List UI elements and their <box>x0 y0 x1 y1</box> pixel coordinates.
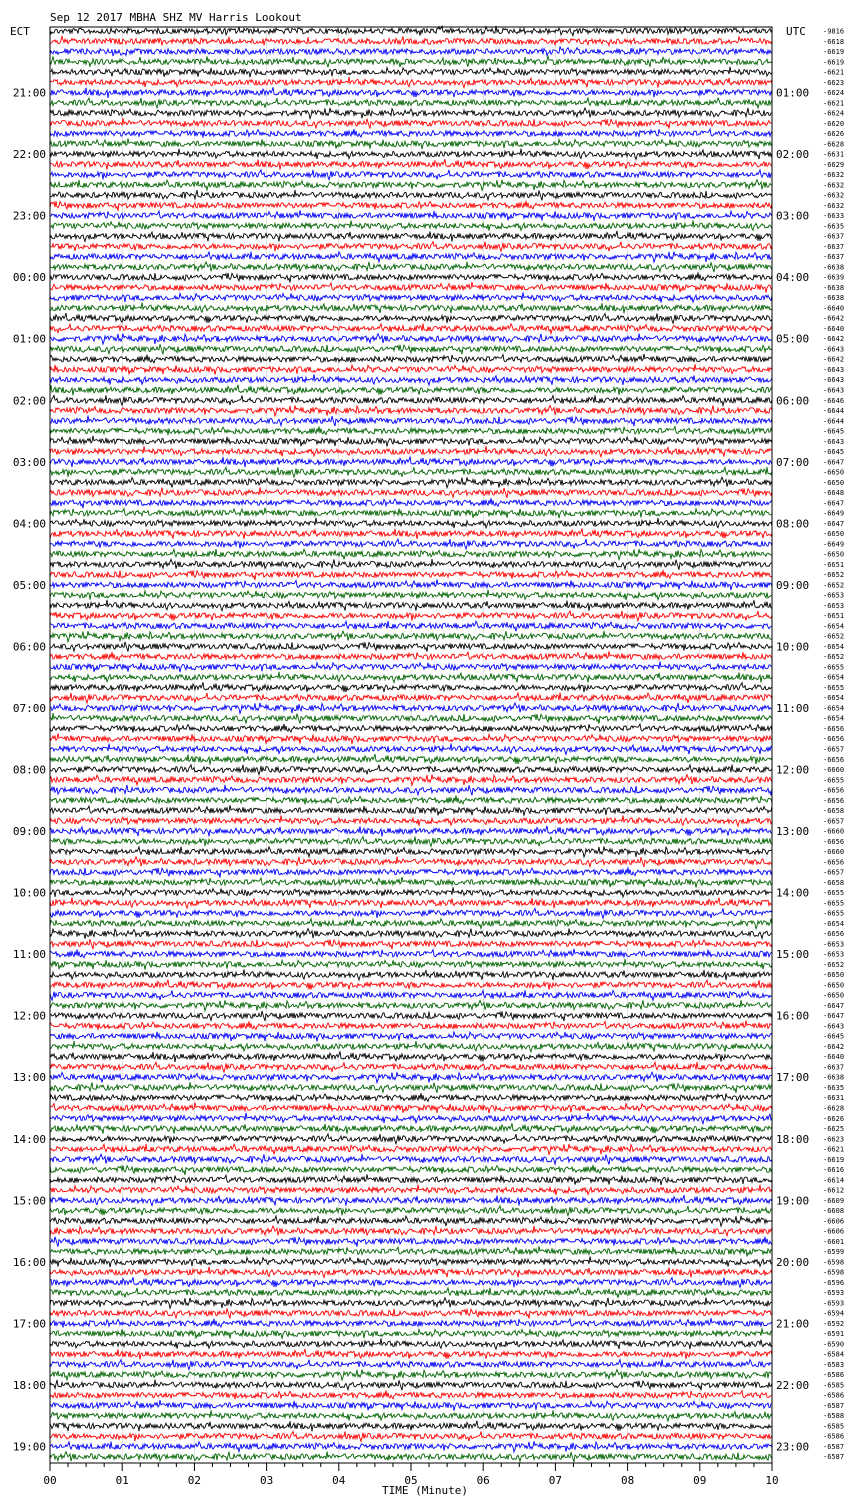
trace-offset-label: -6642 <box>823 335 845 344</box>
right-time-label: 06:00 <box>776 394 810 408</box>
trace-offset-label: -6632 <box>823 181 845 190</box>
trace-offset-label: -6628 <box>823 1104 845 1113</box>
trace-offset-label: -6586 <box>823 1432 845 1441</box>
trace-offset-label: -6643 <box>823 386 845 395</box>
x-tick-label: 03 <box>259 1474 274 1487</box>
left-time-label: 19:00 <box>12 1440 46 1454</box>
trace-offset-label: -6587 <box>823 1443 845 1451</box>
right-axis-label: UTC <box>786 25 806 38</box>
trace-offset-label: -6656 <box>823 786 845 795</box>
x-tick-label: 02 <box>187 1474 202 1487</box>
trace-offset-label: -6598 <box>823 1268 845 1277</box>
trace-offset-label: -6647 <box>823 519 845 528</box>
trace-offset-label: -6656 <box>823 837 845 846</box>
trace-offset-label: -6638 <box>823 263 845 272</box>
trace-offset-label: -6643 <box>823 345 845 354</box>
right-time-label: 05:00 <box>776 332 810 346</box>
trace-offset-label: -6654 <box>823 642 845 651</box>
trace-offset-label: -6598 <box>823 1258 845 1267</box>
trace-offset-label: -6628 <box>823 140 845 149</box>
left-time-label: 12:00 <box>12 1009 46 1023</box>
trace-offset-label: -6583 <box>823 1360 845 1369</box>
left-time-label: 21:00 <box>12 86 46 100</box>
left-time-label: 11:00 <box>12 948 46 962</box>
trace-offset-label: -6637 <box>823 232 845 241</box>
right-time-label: 22:00 <box>776 1378 810 1392</box>
trace-offset-label: -6644 <box>823 407 845 415</box>
trace-offset-label: -6647 <box>823 1001 845 1010</box>
trace-offset-label: -6585 <box>823 1422 845 1431</box>
x-tick-label: 10 <box>765 1474 779 1487</box>
right-time-label: 17:00 <box>776 1071 810 1085</box>
left-time-label: 15:00 <box>12 1194 46 1208</box>
trace-offset-label: -6620 <box>823 119 845 128</box>
trace-offset-label: -6642 <box>823 314 845 323</box>
trace-offset-label: -6624 <box>823 89 845 97</box>
left-time-label: 04:00 <box>12 517 46 531</box>
trace-offset-label: -6656 <box>823 930 845 939</box>
trace-offset-label: -6657 <box>823 868 845 877</box>
left-axis-label: ECT <box>10 25 30 38</box>
trace-offset-label: -6650 <box>823 478 845 487</box>
right-time-label: 18:00 <box>776 1132 810 1146</box>
x-tick-label: 05 <box>404 1474 418 1487</box>
trace-offset-label: -6650 <box>823 468 845 477</box>
right-time-label: 16:00 <box>776 1009 810 1023</box>
trace-offset-label: -6616 <box>823 1166 845 1174</box>
trace-offset-label: -6626 <box>823 130 845 139</box>
x-tick-label: 08 <box>620 1474 635 1487</box>
left-time-label: 07:00 <box>12 702 46 715</box>
trace-offset-label: -6643 <box>823 366 845 374</box>
trace-offset-label: -6648 <box>823 489 845 498</box>
left-time-label: 22:00 <box>12 148 46 162</box>
trace-offset-label: -6601 <box>823 1237 845 1246</box>
trace-offset-label: -6638 <box>823 294 845 303</box>
trace-offset-label: -6657 <box>823 745 845 754</box>
left-time-label: 00:00 <box>12 271 46 285</box>
trace-offset-label: -6635 <box>823 1084 845 1092</box>
trace-offset-label: -6591 <box>823 1330 845 1339</box>
trace-offset-label: -6653 <box>823 940 845 949</box>
trace-offset-label: -6650 <box>823 991 845 1000</box>
trace-offset-label: -6637 <box>823 242 845 251</box>
left-time-label: 01:00 <box>12 332 46 346</box>
trace-offset-label: -6632 <box>823 191 845 200</box>
trace-offset-label: -6593 <box>823 1299 845 1308</box>
trace-offset-label: -6596 <box>823 1278 845 1287</box>
trace-offset-label: -6643 <box>823 437 845 446</box>
right-time-label: 03:00 <box>776 209 810 223</box>
trace-offset-label: -6645 <box>823 448 845 456</box>
right-time-label: 13:00 <box>776 825 810 839</box>
trace-offset-label: -6608 <box>823 1207 845 1216</box>
trace-offset-label: -6633 <box>823 212 845 221</box>
x-tick-label: 07 <box>548 1474 563 1487</box>
right-time-label: 04:00 <box>776 271 810 285</box>
trace-offset-label: -6660 <box>823 766 845 774</box>
trace-offset-label: -6660 <box>823 848 845 857</box>
trace-offset-label: -6658 <box>823 807 845 815</box>
trace-offset-label: -6640 <box>823 325 845 333</box>
trace-offset-label: -6656 <box>823 858 845 867</box>
trace-offset-label: -6632 <box>823 201 845 210</box>
trace-offset-label: -6619 <box>823 1155 845 1164</box>
trace-offset-label: -6644 <box>823 417 845 426</box>
trace-offset-label: -9816 <box>823 27 845 36</box>
trace-offset-label: -6652 <box>823 632 845 641</box>
trace-offset-label: -6652 <box>823 960 845 969</box>
trace-offset-label: -6606 <box>823 1217 845 1226</box>
right-time-label: 08:00 <box>776 517 810 531</box>
trace-offset-label: -6655 <box>823 776 845 785</box>
left-time-label: 02:00 <box>12 394 46 408</box>
trace-offset-label: -6612 <box>823 1186 845 1195</box>
x-axis-label: TIME (Minute) <box>381 1484 469 1497</box>
right-time-label: 07:00 <box>776 455 810 469</box>
trace-offset-label: -6645 <box>823 1032 845 1041</box>
trace-offset-label: -6647 <box>823 1012 845 1021</box>
trace-offset-label: -6650 <box>823 981 845 990</box>
trace-offset-label: -6658 <box>823 878 845 887</box>
trace-offset-label: -6621 <box>823 68 845 77</box>
left-time-label: 16:00 <box>12 1255 46 1269</box>
trace-offset-label: -6652 <box>823 571 845 580</box>
trace-offset-label: -6649 <box>823 540 845 549</box>
trace-offset-label: -6631 <box>823 150 845 159</box>
trace-offset-label: -6586 <box>823 1371 845 1380</box>
right-time-label: 12:00 <box>776 763 810 777</box>
trace-offset-label: -6653 <box>823 591 845 600</box>
chart-title: Sep 12 2017 MBHA SHZ MV Harris Lookout <box>50 11 302 24</box>
trace-offset-label: -6614 <box>823 1176 845 1185</box>
right-time-label: 02:00 <box>776 148 810 162</box>
left-time-label: 03:00 <box>12 455 46 469</box>
trace-offset-label: -6593 <box>823 1289 845 1298</box>
trace-offset-label: -6650 <box>823 971 845 980</box>
trace-offset-label: -6654 <box>823 622 845 631</box>
left-time-labels <box>13 87 46 1454</box>
left-time-label: 18:00 <box>12 1378 46 1392</box>
right-time-labels <box>776 87 809 1454</box>
right-time-label: 09:00 <box>776 578 810 592</box>
left-time-label: 13:00 <box>12 1071 46 1085</box>
trace-offset-label: -6653 <box>823 950 845 959</box>
right-time-label: 01:00 <box>776 86 810 100</box>
trace-offset-label: -6588 <box>823 1412 845 1421</box>
trace-offset-label: -6592 <box>823 1319 845 1328</box>
left-time-label: 23:00 <box>12 209 46 223</box>
trace-offset-label: -6654 <box>823 704 845 713</box>
trace-offset-label: -6643 <box>823 376 845 385</box>
trace-offset-label: -6609 <box>823 1196 845 1205</box>
right-time-label: 19:00 <box>776 1194 810 1208</box>
trace-offset-label: -6619 <box>823 58 845 67</box>
right-time-label: 14:00 <box>776 886 810 900</box>
x-tick-label: 06 <box>476 1474 490 1487</box>
trace-offset-label: -6618 <box>823 37 845 46</box>
left-time-label: 10:00 <box>12 886 46 900</box>
trace-offset-label: -6642 <box>823 1043 845 1051</box>
trace-offset-label: -6639 <box>823 273 845 282</box>
trace-offset-label: -6629 <box>823 160 845 169</box>
left-time-label: 06:00 <box>12 640 46 654</box>
trace-offset-label: -6586 <box>823 1391 845 1400</box>
trace-offset-label: -6645 <box>823 427 845 436</box>
trace-offset-label: -6638 <box>823 1073 845 1082</box>
trace-offset-label: -6584 <box>823 1350 845 1359</box>
trace-offset-label: -6655 <box>823 909 845 918</box>
x-tick-label: 01 <box>115 1474 129 1487</box>
trace-offset-label: -6626 <box>823 1114 845 1123</box>
left-time-label: 17:00 <box>12 1317 46 1331</box>
x-tick-label: 09 <box>693 1474 707 1487</box>
trace-offset-label: -6651 <box>823 560 845 569</box>
trace-offset-label: -6590 <box>823 1340 845 1349</box>
trace-offset-label: -6657 <box>823 817 845 826</box>
trace-offset-label: -6640 <box>823 1053 845 1062</box>
trace-offset-label: -6649 <box>823 509 845 518</box>
trace-offset-label: -6631 <box>823 1094 845 1103</box>
trace-offset-label: -6599 <box>823 1248 845 1257</box>
trace-offset-label: -6619 <box>823 48 845 56</box>
trace-offset-label: -6623 <box>823 1135 845 1144</box>
trace-offset-label: -6585 <box>823 1381 845 1390</box>
trace-offset-label: -6656 <box>823 796 845 805</box>
trace-offset-label: -6654 <box>823 919 845 928</box>
right-time-label: 10:00 <box>776 640 810 654</box>
trace-offset-label: -6656 <box>823 755 845 764</box>
x-tick-label: 00 <box>43 1474 57 1487</box>
trace-group <box>50 26 772 1463</box>
trace-offset-label: -6623 <box>823 78 845 87</box>
trace-offset-label: -6621 <box>823 99 845 108</box>
trace-offset-label: -6654 <box>823 714 845 723</box>
trace-offset-label: -6647 <box>823 458 845 467</box>
right-time-label: 21:00 <box>776 1317 810 1331</box>
trace-offset-label: -6640 <box>823 304 845 313</box>
trace-offset-label: -6656 <box>823 735 845 744</box>
trace-offset-label: -6637 <box>823 253 845 262</box>
trace-offset-label: -6652 <box>823 653 845 662</box>
trace-offset-label: -6635 <box>823 222 845 231</box>
trace-offset-label: -6655 <box>823 663 845 672</box>
trace-offset-labels <box>823 28 844 1462</box>
right-time-label: 20:00 <box>776 1255 810 1269</box>
right-time-label: 15:00 <box>776 948 810 962</box>
trace-offset-label: -6650 <box>823 550 845 559</box>
trace-offset-label: -6625 <box>823 1125 845 1133</box>
trace-offset-label: -6655 <box>823 899 845 908</box>
trace-offset-label: -6621 <box>823 1145 845 1154</box>
trace-offset-label: -6647 <box>823 499 845 508</box>
trace-offset-label: -6643 <box>823 1022 845 1031</box>
left-time-label: 08:00 <box>12 763 46 777</box>
trace-offset-label: -6652 <box>823 581 845 590</box>
trace-offset-label: -6638 <box>823 283 845 292</box>
right-time-label: 11:00 <box>776 702 810 715</box>
left-time-label: 14:00 <box>12 1132 46 1146</box>
left-time-label: 05:00 <box>12 578 46 592</box>
trace-offset-label: -6587 <box>823 1402 845 1410</box>
trace-offset-label: -6653 <box>823 601 845 610</box>
left-time-label: 09:00 <box>12 825 46 839</box>
trace-offset-label: -6654 <box>823 673 845 682</box>
trace-offset-label: -6660 <box>823 827 845 836</box>
trace-offset-label: -6651 <box>823 612 845 621</box>
trace-offset-label: -6656 <box>823 725 845 733</box>
trace-offset-label: -6642 <box>823 355 845 364</box>
trace-offset-label: -6632 <box>823 171 845 180</box>
trace-offset-label: -6624 <box>823 109 845 118</box>
right-time-label: 23:00 <box>776 1440 810 1454</box>
trace-offset-label: -6606 <box>823 1227 845 1236</box>
trace-offset-label: -6650 <box>823 530 845 539</box>
x-tick-label: 04 <box>332 1474 346 1487</box>
trace-offset-label: -6594 <box>823 1309 845 1318</box>
trace-offset-label: -6655 <box>823 889 845 898</box>
trace-offset-label: -6654 <box>823 694 845 703</box>
trace-offset-label: -6655 <box>823 684 845 692</box>
trace-offset-label: -6646 <box>823 396 845 405</box>
trace-offset-label: -6637 <box>823 1063 845 1072</box>
trace-offset-label: -6587 <box>823 1453 845 1462</box>
